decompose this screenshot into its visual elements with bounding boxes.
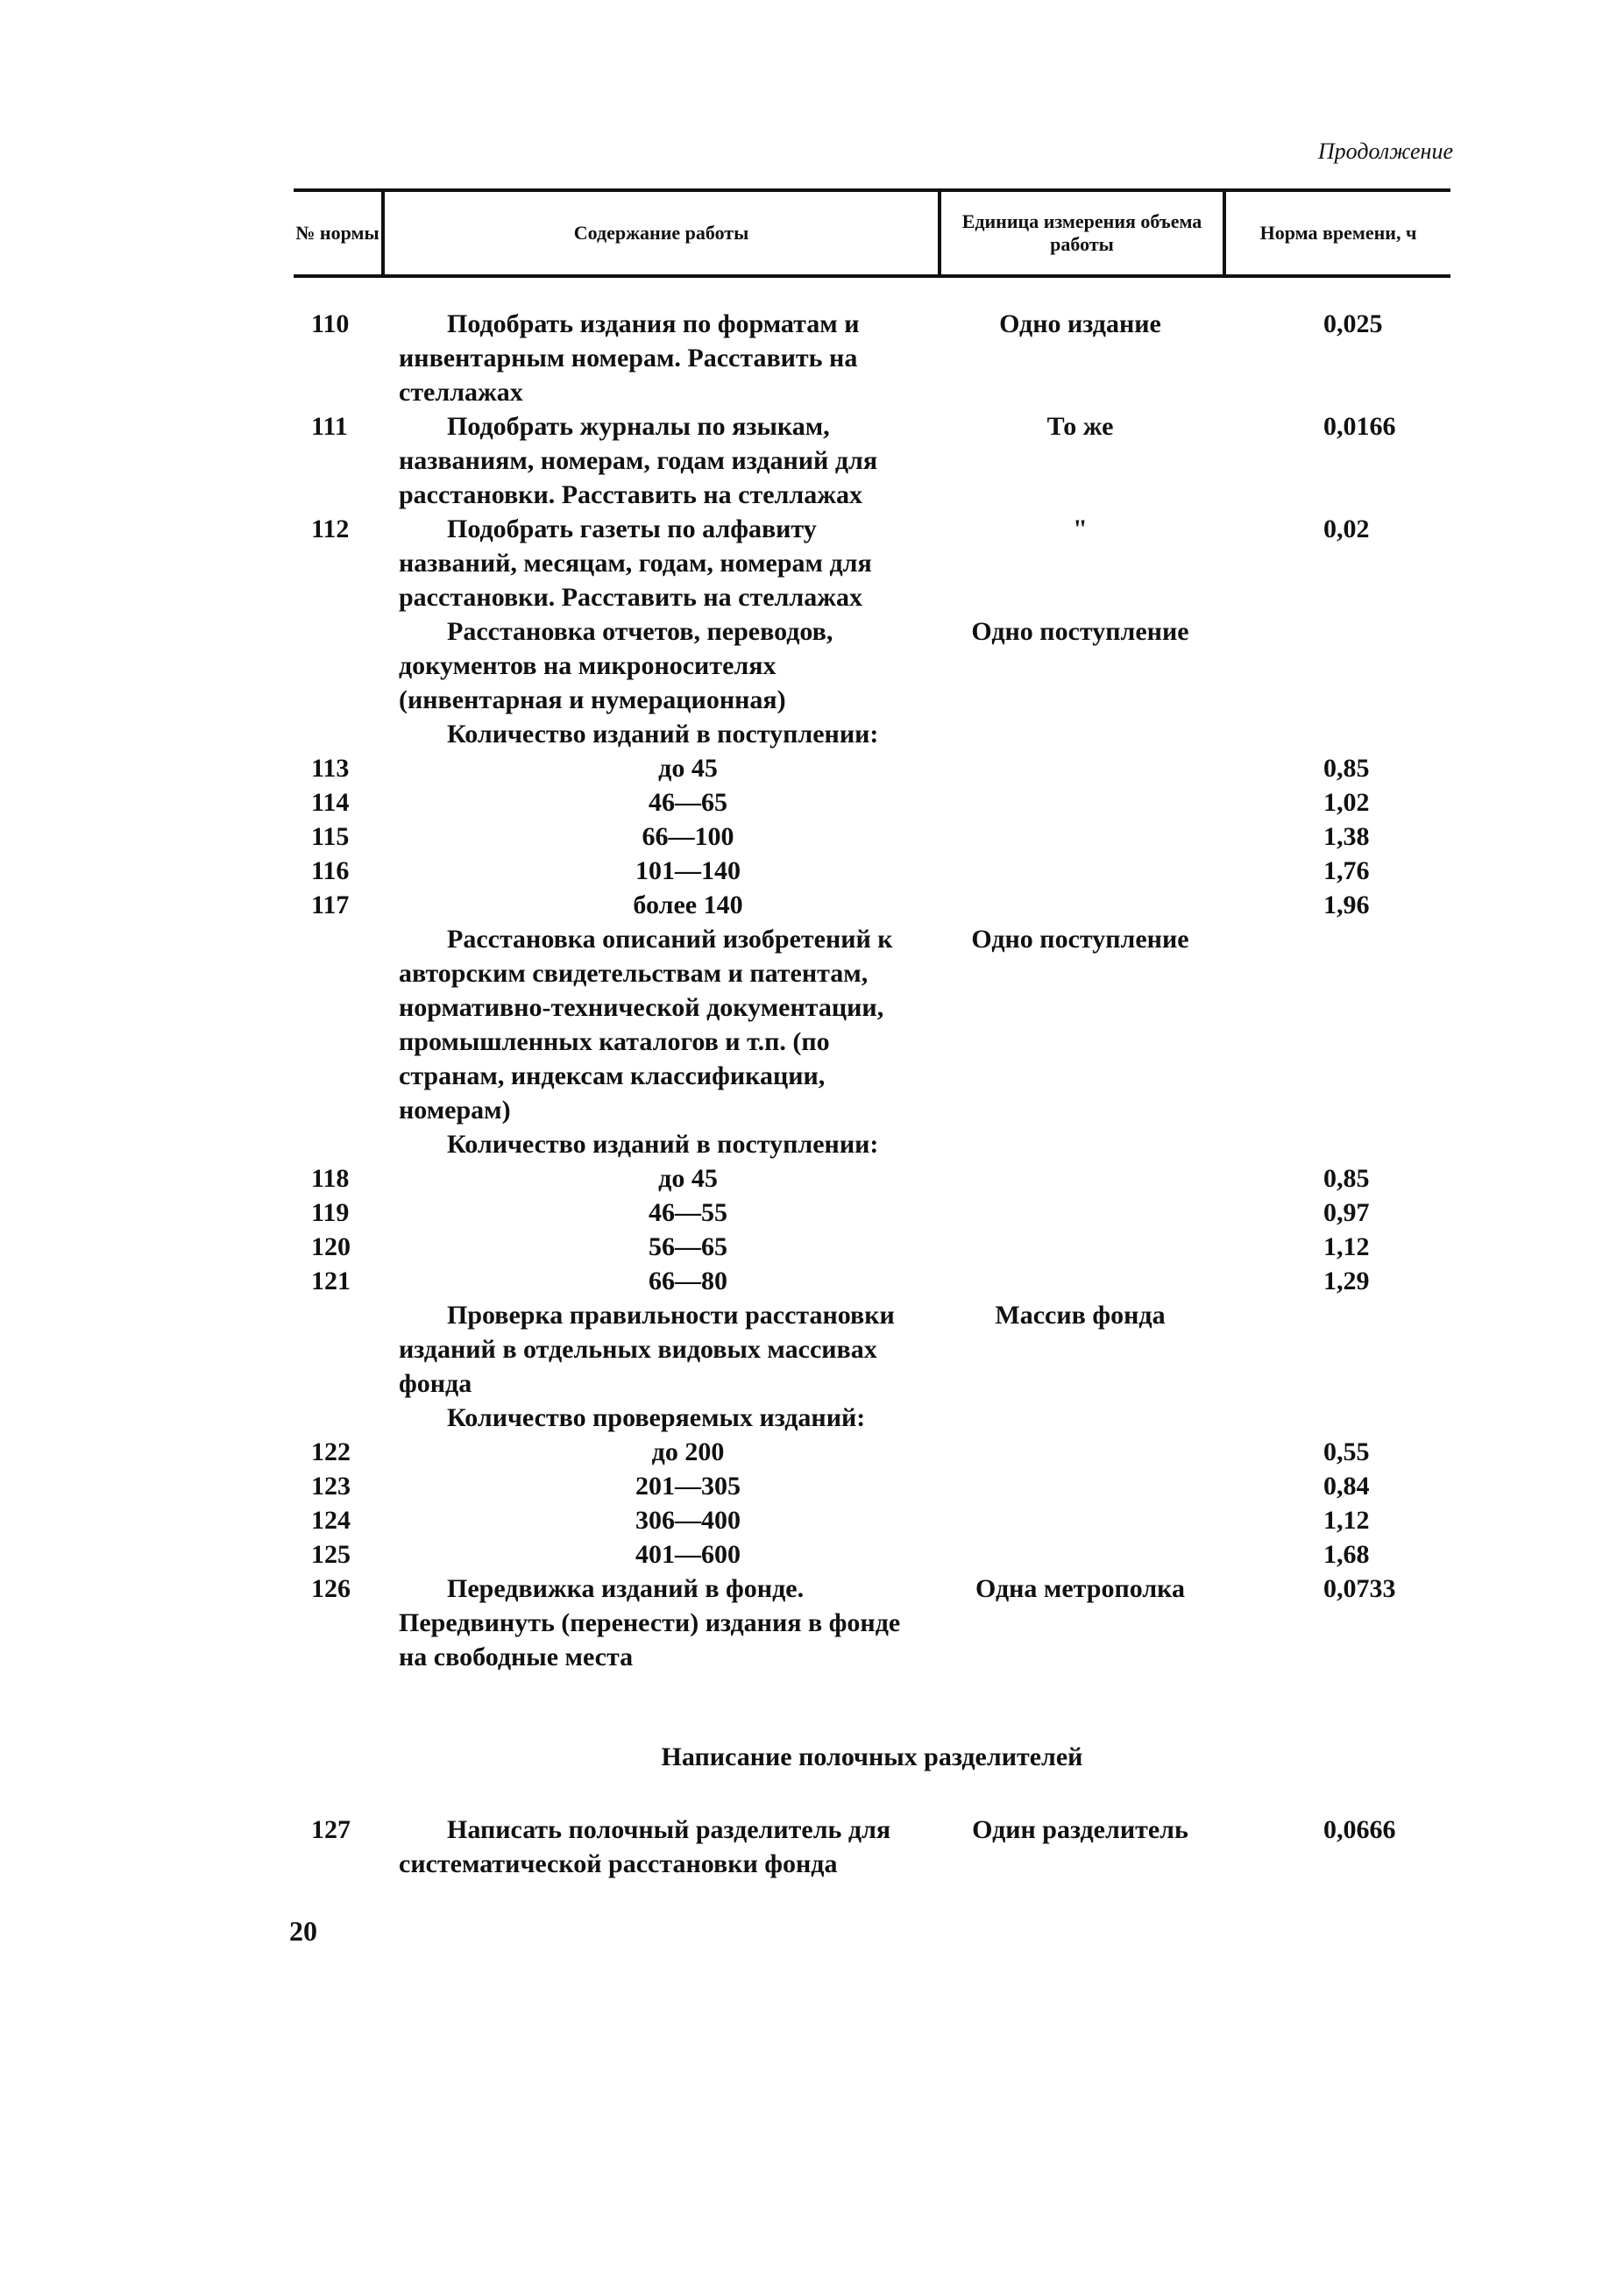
table-row	[294, 409, 1450, 512]
work-content: 306—400	[635, 1506, 741, 1535]
norm-number: 116	[311, 856, 350, 885]
unit-of-measure: "	[1073, 515, 1088, 543]
norm-number: 119	[311, 1198, 350, 1227]
time-norm: 1,68	[1323, 1540, 1370, 1569]
table-row	[294, 1537, 1450, 1572]
work-content: 201—305	[635, 1472, 741, 1501]
unit-of-measure: Один разделитель	[972, 1815, 1188, 1844]
work-content: до 45	[658, 1164, 718, 1193]
work-content: Проверка правильности расстановки изданий в отдельных видовых массивах фонда	[399, 1301, 895, 1398]
table-row	[294, 1572, 1450, 1674]
unit-of-measure: Массив фонда	[995, 1301, 1166, 1330]
table-row	[294, 888, 1450, 922]
norm-number: 127	[311, 1815, 351, 1844]
time-norm: 0,0666	[1323, 1815, 1396, 1844]
norm-number: 120	[311, 1232, 351, 1261]
work-content: 401—600	[635, 1540, 741, 1569]
work-content: Написать полочный разделитель для систематической расстановки фонда	[399, 1815, 891, 1878]
norm-number: 117	[311, 891, 350, 919]
norm-number: 125	[311, 1540, 351, 1569]
time-norm: 0,97	[1323, 1198, 1370, 1227]
header-norm-number: № нормы	[295, 222, 379, 244]
work-content: Количество изданий в поступлении:	[447, 1130, 879, 1159]
norms-table-body-2	[294, 1813, 1450, 1881]
norm-number: 124	[311, 1506, 351, 1535]
time-norm: 1,02	[1323, 788, 1370, 817]
work-content: Подобрать издания по форматам и инвентарным номерам. Расставить на стеллажах	[399, 309, 860, 407]
norm-number: 118	[311, 1164, 350, 1193]
work-content: 66—80	[649, 1267, 727, 1295]
table-row	[294, 820, 1450, 854]
time-norm: 0,02	[1323, 515, 1370, 543]
header-unit-of-measure: Единица измерения объема работы	[938, 192, 1223, 274]
table-row	[294, 1298, 1450, 1401]
work-content: 56—65	[649, 1232, 727, 1261]
unit-of-measure: Одно издание	[999, 309, 1161, 338]
time-norm: 0,025	[1323, 309, 1383, 338]
section-title: Написание полочных разделителей	[661, 1742, 1083, 1771]
time-norm: 0,0166	[1323, 412, 1396, 441]
norm-number: 121	[311, 1267, 351, 1295]
table-row	[294, 751, 1450, 785]
norm-number: 115	[311, 822, 350, 851]
table-row	[294, 785, 1450, 820]
norm-number: 123	[311, 1472, 351, 1501]
work-content: 101—140	[635, 856, 741, 885]
norm-number: 110	[311, 309, 350, 338]
work-content: до 45	[658, 754, 718, 783]
norm-number: 113	[311, 754, 350, 783]
work-content: Расстановка описаний изобретений к авторским свидетельствам и патентам, нормативно-технической документации, промышленных каталогов и т.п. (по странам, индексам классификации, номерам)	[399, 925, 893, 1125]
unit-of-measure: Одно поступление	[971, 925, 1189, 954]
time-norm: 0,84	[1323, 1472, 1370, 1501]
unit-of-measure: Одно поступление	[971, 617, 1189, 646]
work-content: Количество проверяемых изданий:	[447, 1403, 866, 1432]
table-row	[294, 1161, 1450, 1196]
time-norm: 1,76	[1323, 856, 1370, 885]
norm-number: 112	[311, 515, 350, 543]
table-row	[294, 1435, 1450, 1469]
time-norm: 1,12	[1323, 1506, 1370, 1535]
work-content: 46—55	[649, 1198, 727, 1227]
work-content: 46—65	[649, 788, 727, 817]
norm-number: 126	[311, 1574, 351, 1603]
norm-number: 114	[311, 788, 350, 817]
table-row	[294, 307, 1450, 409]
work-content: Подобрать журналы по языкам, названиям, номерам, годам изданий для расстановки. Расставить на стеллажах	[399, 412, 878, 509]
work-content: до 200	[651, 1437, 725, 1466]
table-row	[294, 922, 1450, 1127]
norm-number: 111	[311, 412, 348, 441]
time-norm: 1,38	[1323, 822, 1370, 851]
table-row	[294, 1503, 1450, 1537]
time-norm: 1,29	[1323, 1267, 1370, 1295]
work-content: Подобрать газеты по алфавиту названий, месяцам, годам, номерам для расстановки. Расставить на стеллажах	[399, 515, 872, 612]
work-content: Количество изданий в поступлении:	[447, 720, 879, 749]
time-norm: 1,96	[1323, 891, 1370, 919]
table-row	[294, 717, 1450, 751]
table-row	[294, 614, 1450, 717]
header-time-norm: Норма времени, ч	[1223, 192, 1450, 274]
time-norm: 0,85	[1323, 1164, 1370, 1193]
page-number: 20	[289, 1915, 317, 1947]
unit-of-measure: Одна метрополка	[975, 1574, 1185, 1603]
time-norm: 1,12	[1323, 1232, 1370, 1261]
work-content: более 140	[633, 891, 743, 919]
table-header	[294, 188, 1450, 278]
time-norm: 0,0733	[1323, 1574, 1396, 1603]
work-content: Передвижка изданий в фонде. Передвинуть (перенести) издания в фонде на свободные места	[399, 1574, 901, 1671]
table-row	[294, 512, 1450, 614]
time-norm: 0,55	[1323, 1437, 1370, 1466]
work-content: Расстановка отчетов, переводов, документов на микроносителях (инвентарная и нумерационная)	[399, 617, 833, 714]
header-work-content: Содержание работы	[381, 192, 938, 274]
time-norm: 0,85	[1323, 754, 1370, 783]
table-row	[294, 1401, 1450, 1435]
norms-table-body	[294, 307, 1450, 1674]
continuation-label: Продолжение	[1317, 138, 1453, 164]
table-row	[294, 1264, 1450, 1298]
table-row	[294, 854, 1450, 888]
table-row	[294, 1469, 1450, 1503]
table-row	[294, 1813, 1450, 1881]
work-content: 66—100	[642, 822, 734, 851]
unit-of-measure: То же	[1046, 412, 1114, 441]
norm-number: 122	[311, 1437, 351, 1466]
table-row	[294, 1230, 1450, 1264]
table-row	[294, 1196, 1450, 1230]
table-row	[294, 1127, 1450, 1161]
